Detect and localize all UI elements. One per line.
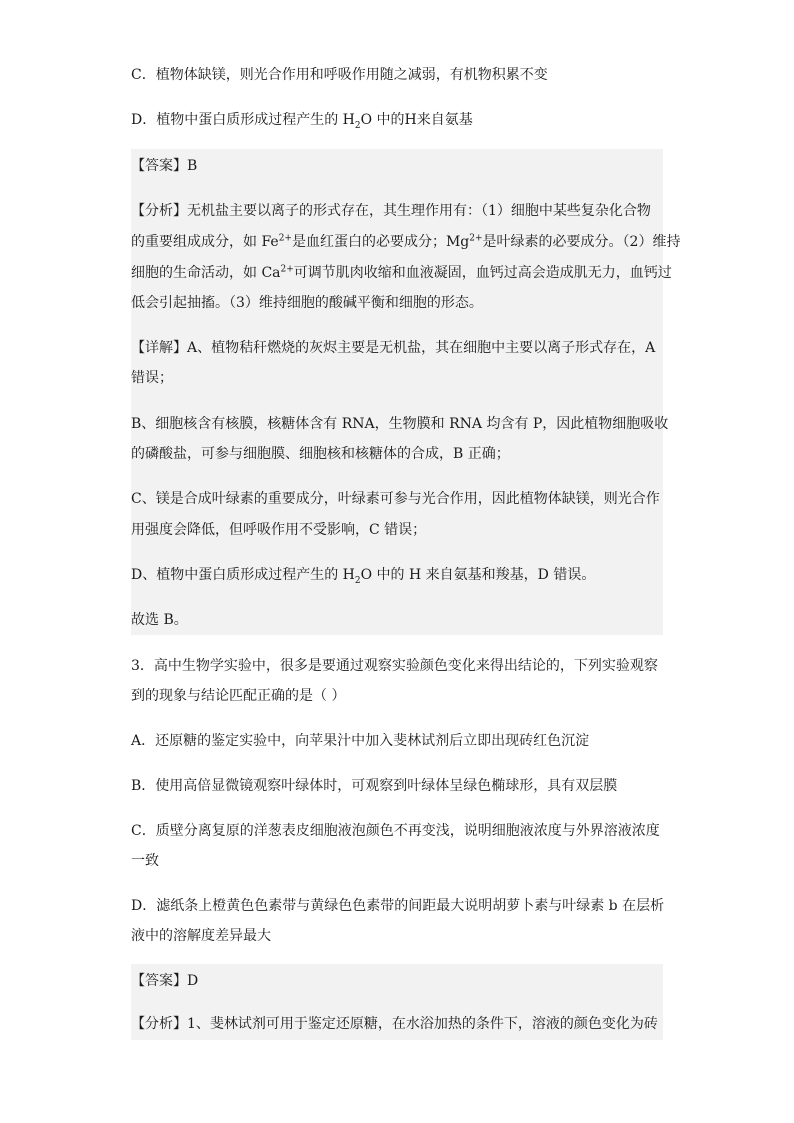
answer-line (131, 156, 663, 176)
detail-c-line-1: C、镁是合成叶绿素的重要成分，叶绿素可参与光合作用，因此植物体缺镁，则光合作 (131, 491, 660, 507)
analysis-line-3: 细胞的生命活动，如 $Ca^{2+}$可调节肌肉收缩和血液凝固，血钙过高会造成肌无力，血钙过 (131, 264, 672, 281)
analysis-tag: 【分析】 (131, 203, 187, 219)
answer-tag: 【答案】 (131, 158, 187, 174)
detail-b-line-1: B、细胞核含有核膜，核糖体含有 RNA，生物膜和 RNA 均含有 P，因此植物细胞吸收 (131, 416, 669, 432)
answer-block-q2 (131, 149, 681, 635)
q3-option-d-line-2: 液中的溶解度差异最大 (131, 928, 271, 944)
analysis-line-2: 的重要组成成分，如 $Fe^{2+}$是血红蛋白的必要成分；$Mg^{2+}$是叶绿素的必要成分。（2）维持 (131, 233, 681, 250)
option-c: C．植物体缺镁，则光合作用和呼吸作用随之减弱，有机物积累不变 (131, 67, 548, 83)
question-3-stem-1: 3．高中生物学实验中，很多是要通过观察实验颜色变化来得出结论的，下列实验观察 (131, 658, 658, 674)
option-d: D．植物中蛋白质形成过程产生的 $H_2O$ 中的H来自氨基 (131, 112, 473, 131)
q3-analysis-line-1: 【分析】1、斐林试剂可用于鉴定还原糖，在水浴加热的条件下，溶液的颜色变化为砖 (131, 1016, 658, 1032)
detail-a-line-2: 错误； (131, 370, 173, 386)
q3-option-b: B．使用高倍显微镜观察叶绿体时，可观察到叶绿体呈绿色椭球形，具有双层膜 (131, 778, 618, 794)
answer-value: D (187, 973, 199, 989)
q3-option-c-line-1: C．质壁分离复原的洋葱表皮细胞液泡颜色不再变浅，说明细胞液浓度与外界溶液浓度 (131, 823, 660, 839)
answer-tag: 【答案】 (131, 973, 187, 989)
question-3-stem-2: 到的现象与结论匹配正确的是（ ） (131, 688, 346, 704)
detail-d-line: D、植物中蛋白质形成过程产生的 $H_2O$ 中的 H 来自氨基和羧基，D 错误。 (131, 567, 596, 586)
detail-c-line-2: 用强度会降低，但呼吸作用不受影响，C 错误； (131, 522, 427, 538)
analysis-tag: 【分析】 (131, 1016, 187, 1032)
q3-option-a: A．还原糖的鉴定实验中，向苹果汁中加入斐林试剂后立即出现砖红色沉淀 (131, 733, 590, 749)
analysis-line-1: 【分析】无机盐主要以离子的形式存在，其生理作用有：（1）细胞中某些复杂化合物 (131, 203, 651, 219)
answer-value: B (187, 158, 198, 174)
q3-option-d-line-1: D．滤纸条上橙黄色色素带与黄绿色色素带的间距最大说明胡萝卜素与叶绿素 b 在层析 (131, 898, 665, 914)
q3-answer-line (131, 971, 663, 991)
q3-option-c-line-2: 一致 (131, 853, 159, 869)
detail-conclusion: 故选 B。 (131, 612, 188, 628)
detail-a-line-1: 【详解】A、植物秸秆燃烧的灰烬主要是无机盐，其在细胞中主要以离子形式存在，A (131, 340, 656, 356)
detail-b-line-2: 的磷酸盐，可参与细胞膜、细胞核和核糖体的合成，B 正确； (131, 446, 510, 462)
analysis-line-4: 低会引起抽搐。（3）维持细胞的酸碱平衡和细胞的形态。 (131, 295, 483, 311)
detail-tag: 【详解】 (131, 340, 187, 356)
